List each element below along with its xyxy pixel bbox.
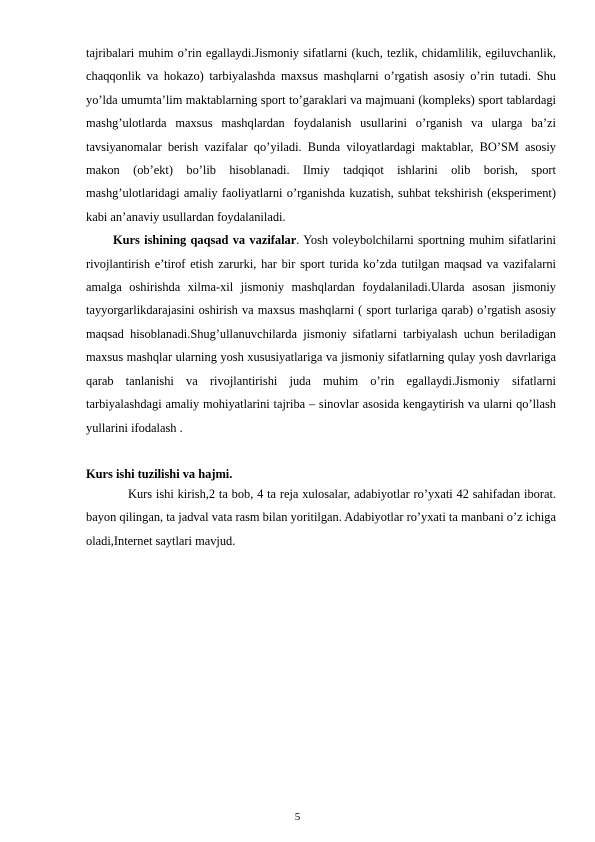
paragraph-goals — [86, 229, 556, 440]
goals-text: . Yosh voleybolchilarni sportning muhim sifatlarini rivojlantirish e’tirof etish zarurki, har bir sport turida ko’zda tutilgan maqsad va vazifalarni amalga oshirishda xilma-xil jismoniy mashqlardan foydalaniladi.Ularda asosan jismoniy tayyorgarlikdarajasini oshirish va maxsus mashqlarni ( sport turlariga qarab) o’rgatish asosiy maqsad hisoblanadi.Shug’ullanuvchilarda jismoniy sifatlarni tarbiyalash uchun beriladigan maxsus mashqlar ularning yosh xususiyatlariga va jismoniy sifatlarning qulay yosh davrlariga qarab tanlanishi va rivojlantirishi juda muhim o’rin egallaydi.Jismoniy sifatlarni tarbiyalashdagi amaliy mohiyatlarini tajriba – sinovlar asosida kengaytirish va ularni qo’llash yullarini ifodalash . — [86, 233, 557, 435]
paragraph-structure: Kurs ishi kirish,2 ta bob, 4 ta reja xulosalar, adabiyotlar ro’yxati 42 sahifadan iborat. bayon qilingan, ta jadval vata rasm bilan yoritilgan. Adabiyotlar ro’yxati ta manbani o’z ichiga oladi,Internet saytlari mavjud. — [86, 486, 556, 548]
document-body — [86, 42, 556, 553]
page-number: 5 — [294, 811, 301, 823]
paragraph-intro: tajribalari muhim o’rin egallaydi.Jismoniy sifatlarni (kuch, tezlik, chidamlilik, egiluvchanlik, chaqqonlik va hokazo) tarbiyalashda maxsus mashqlarni o’rgatish asosiy o’rin tutadi. Shu yo’lda umumta’lim maktablarning sport to’garaklari va majmuani (kompleks) sport tablardagi mashg’ulotlarda maxsus mashqlardan foydalanish usullarini o’rganish va ularga ba’zi tavsiyanomalar berish vazifalar qo’yiladi. Bunda viloyatlardagi maktablar, BO’SM asosiy makon (ob’ekt) bo’lib hisoblanadi. Ilmiy tadqiqot ishlarini olib borish, sport mashg’ulotlaridagi amaliy faoliyatlarni o’rganishda kuzatish, suhbat tekshirish (eksperiment) kabi an’anaviy usullardan foydalaniladi. — [86, 46, 556, 224]
goals-lead: Kurs ishining qaqsad va vazifalar — [113, 233, 297, 248]
spacer — [86, 440, 556, 465]
section-heading-structure: Kurs ishi tuzilishi va hajmi. — [86, 466, 233, 481]
